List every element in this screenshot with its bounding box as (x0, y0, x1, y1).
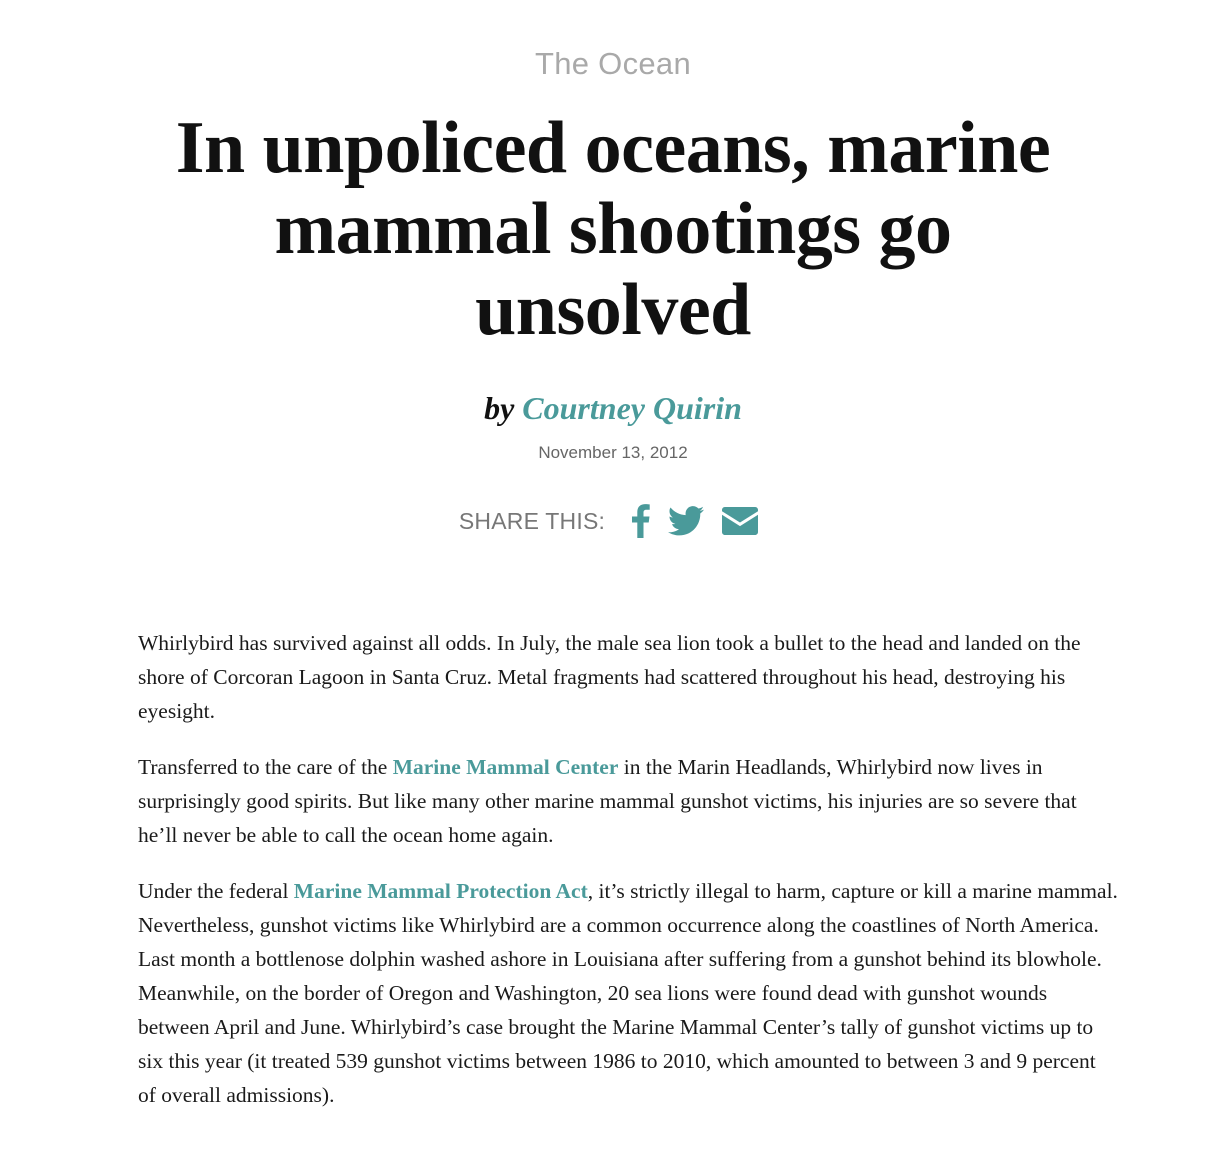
category-link[interactable]: The Ocean (534, 46, 692, 81)
author-link[interactable]: Courtney Quirin (522, 390, 742, 426)
marine-mammal-center-link[interactable]: Marine Mammal Center (392, 755, 619, 779)
share-bar (0, 504, 1226, 538)
headline: In unpoliced oceans, marine mammal shootings go unsolved (175, 107, 1051, 351)
paragraph: Whirlybird has survived against all odds. In July, the male sea lion took a bullet to the head and landed on the shore of Corcoran Lagoon in Santa Cruz. Metal fragments had scattered throughout his head, destroying his eyesight. (138, 631, 1081, 723)
article-body (138, 626, 1118, 1134)
share-label: SHARE THIS: (458, 507, 606, 534)
facebook-icon[interactable] (632, 504, 650, 538)
paragraph (138, 750, 1118, 852)
paragraph-text: Transferred to the care of the (138, 755, 393, 779)
publish-date: November 13, 2012 (538, 443, 688, 462)
byline (0, 386, 1226, 430)
marine-mammal-protection-act-link[interactable]: Marine Mammal Protection Act (293, 879, 588, 903)
email-icon[interactable] (722, 507, 758, 535)
paragraph-text: , it’s strictly illegal to harm, capture or kill a marine mammal. Nevertheless, gunshot victims like Whirlybird are a common occurrence along the coastlines of North America. Last month a bottlenose dolphin washed ashore in Louisiana after suffering from a gunshot behind its blowhole. Meanwhile, on the border of Oregon and Washington, 20 sea lions were found dead with gunshot wounds between April and June. Whirlybird’s case brought the Marine Mammal Center’s tally of gunshot victims up to six this year (it treated 539 gunshot victims between 1986 to 2010, which amounted to between 3 and 9 percent of overall admissions). (138, 879, 1118, 1107)
paragraph-text: Under the federal (138, 879, 294, 903)
paragraph (138, 874, 1118, 1112)
byline-prefix: by (484, 390, 515, 426)
paragraph-text: in the Marin Headlands, Whirlybird now lives in surprisingly good spirits. But like many other marine mammal gunshot victims, his injuries are so severe that he’ll never be able to call the ocean home again. (138, 755, 1077, 847)
twitter-icon[interactable] (668, 506, 704, 536)
